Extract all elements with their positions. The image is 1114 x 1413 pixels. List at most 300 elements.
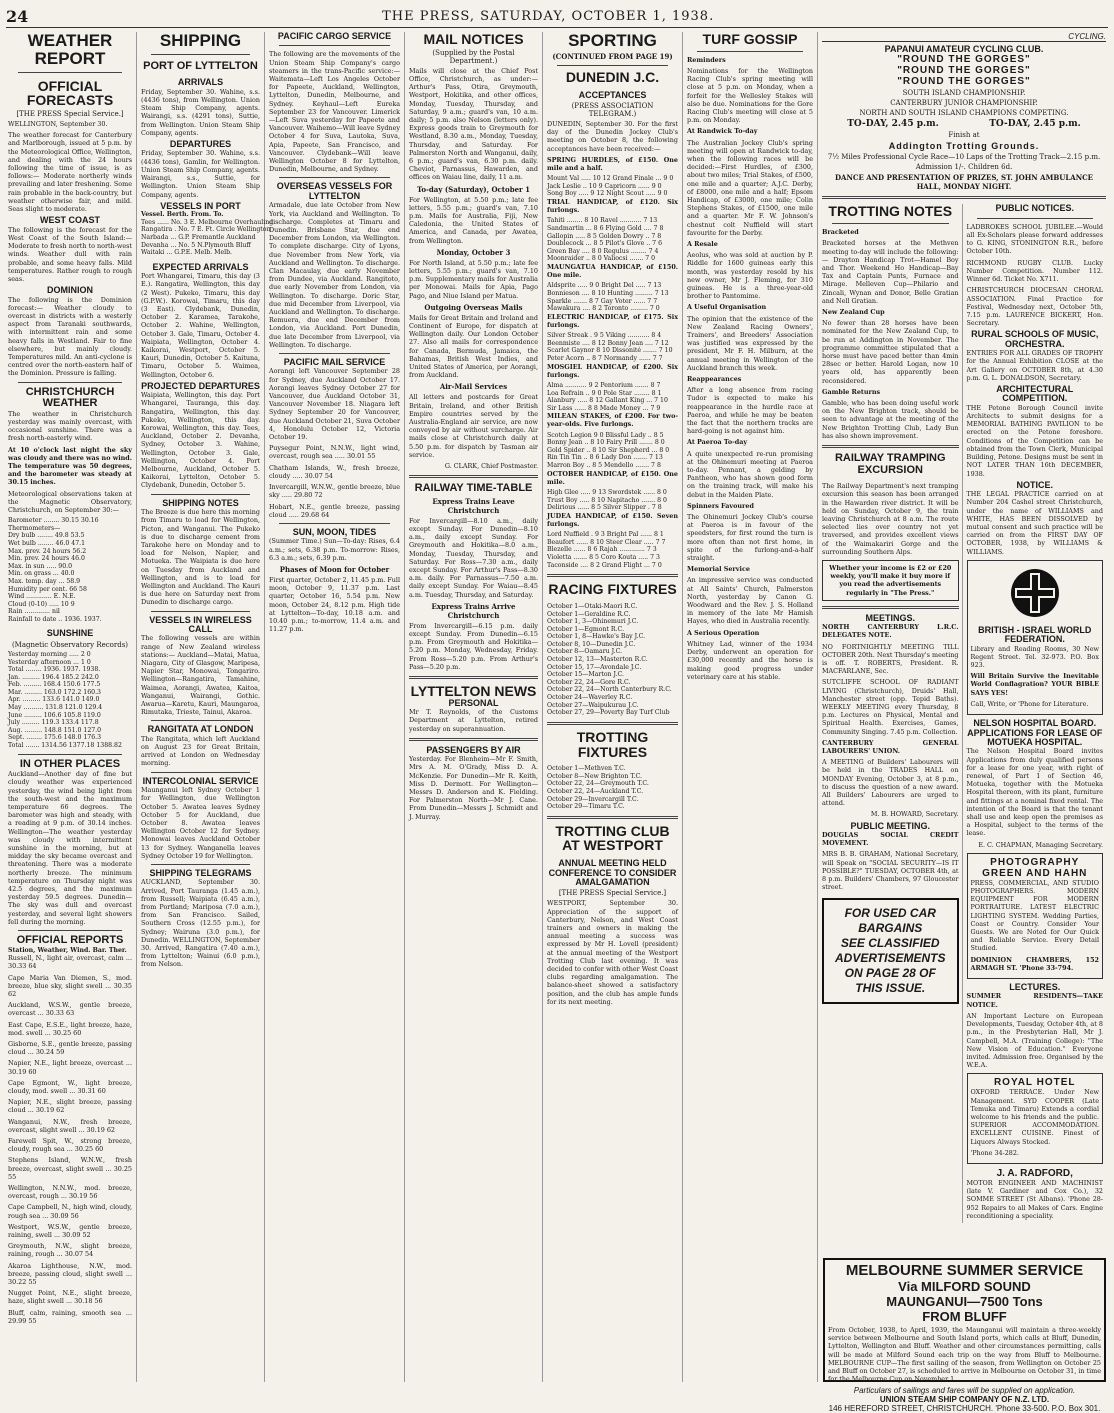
westport-text: WESTPORT, September 30. Appreciation of the support of Canterbury, Nelson, and West Coast trainers and owners in making the annual meeting a success was expressed by Mr H. Lovell (president) at the annual meeting of the Westport Trotting Club last evening. It was decided to confer with other West Coast clubs regarding amalgamation. The balance-sheet showed a satisfactory position, and the club has ample funds for its next meeting. — [547, 899, 678, 1006]
divider — [151, 611, 250, 612]
british-israel-emblem-icon — [1009, 567, 1061, 619]
race-title: MAUNGATUA HANDICAP, of £150. One mile. — [547, 262, 678, 280]
racing-fixtures-heading: RACING FIXTURES — [548, 581, 677, 598]
acceptance-row: Jack Leslie .. 10 9 Capricorn ...... 9 0 — [547, 182, 662, 190]
double-divider — [822, 196, 1106, 199]
divider — [18, 382, 122, 383]
divider — [151, 864, 250, 865]
used-car-line: THIS ISSUE. — [855, 980, 926, 995]
sunshine-row: Mar. ......... 163.0 172.2 160.3 — [8, 688, 101, 696]
station-report: Stephens Island, W.N.W., fresh breeze, overcast, slight swell ... 30.25 55 — [8, 1156, 132, 1181]
station-report: Cape Egmont, W., light breeze, cloudy, mod. swell ... 30.31 60 — [8, 1078, 132, 1096]
acceptance-row: Tahiti ........ 8 10 Ravel ........... 7 13 — [547, 217, 658, 225]
double-divider — [547, 816, 678, 819]
divider — [18, 72, 122, 73]
acceptances-heading: ACCEPTANCES — [578, 89, 647, 100]
meetings-heading: MEETINGS. — [865, 612, 915, 623]
station-report: Westport, W.S.W., gentle breeze, raining, swell ... 30.09 52 — [8, 1222, 132, 1240]
union-secretary: M. B. HOWARD, Secretary. — [870, 810, 959, 819]
expected-arrivals-text: Port Whangarei, Timaru, this day (3 E.). Rangatira, Wellington, this day (2 West). Pukeko, Timaru, this day (G.P.W.). Korowai, Timaru, this day (3 East). Clydebank, Dunedin, October 2. Karamea, Tarakohe, October 2. Wahine, Wellington, October 3. Gale, Timaru, October 4. Waipiata, Wellington, October 4. Kaikorai, Westport, October 5. Kauri, Dunedin, October 5. Kaituna, Timaru, October 5. Waimea, Wellington, October 6. — [141, 272, 260, 379]
acceptance-row: Blezelle ...... 8 6 Rajah ............. 7 3 — [547, 546, 657, 554]
event-time-left: TO-DAY, 2.45 p.m. — [847, 119, 939, 130]
newspaper-title: THE PRESS, SATURDAY, OCTOBER 1, 1938. — [382, 9, 715, 24]
melbourne-ad-origin: FROM BLUFF — [922, 1309, 1007, 1324]
ladbrokes-notice: LADBROKES SCHOOL JUBILEE.—Would all Ex-Scholars please forward addresses to G. KING, STONINGTON R.R., before October 10th. — [966, 222, 1103, 256]
station-report: Wellington, N.N.W., mod. breeze, overcast, rough ... 30.19 56 — [8, 1184, 132, 1201]
fixture-row: October 8, 10—Dunedin J.C. — [547, 640, 636, 648]
divider — [279, 177, 390, 178]
railway-arrivals-text: From Invercargill—6.15 p.m. daily except Sunday. From Dunedin—6.15 p.m. From Greymouth and Hokitika—5.20 p.m. Monday, Wednesday, Friday. From Ross—5.20 p.m. From Arthur's Pass—5.20 p.m. — [409, 621, 538, 671]
photography-advert — [967, 853, 1104, 979]
race-title: SPRING HURDLES, of £150. One mile and a half. — [547, 155, 678, 172]
official-forecasts-heading: OFFICIAL FORECASTS — [26, 77, 114, 109]
sunshine-row: Total ........ 1936. 1937. 1938. — [8, 666, 101, 674]
westport-heading: TROTTING CLUB AT WESTPORT — [555, 822, 670, 854]
fixture-row: October 8—New Brighton T.C. — [547, 772, 643, 780]
acceptance-row: Sandmartin ... 8 6 Flying Gold .... 7 8 — [547, 224, 664, 232]
fixture-row: October 22, 24—North Canterbury R.C. — [547, 686, 672, 694]
express-arrive-heading: Express Trains Arrive Christchurch — [431, 601, 516, 620]
rural-schools-heading: RURAL SCHOOLS OF MUSIC, ORCHESTRA. — [971, 329, 1099, 349]
pacific-mail-heading: PACIFIC MAIL SERVICE — [283, 357, 386, 368]
petone-notice: THE Petone Borough Council invite Architects to submit designs for a MEMORIAL BATHING PAVILION to be erected on the Petone foreshore. Conditions of the Competition can be obtained from the Town Clerk, Municipal Building, Petone. Designs must be sent in NOT LATER THAN 16th DECEMBER, 1938. — [966, 403, 1103, 478]
race-entry — [547, 512, 678, 569]
station-report: Gisborne, S.E., gentle breeze, passing cloud ... 30.24 59 — [8, 1040, 132, 1057]
race-title: TRIAL HANDICAP, of £120. Six furlongs. — [547, 197, 678, 215]
divider — [151, 772, 250, 773]
finish-label: Finish at — [948, 131, 980, 140]
melbourne-ad-route: Via MILFORD SOUND — [898, 1279, 1031, 1294]
sporting-heading: SPORTING — [568, 31, 657, 50]
divider — [151, 494, 250, 495]
professional-race-line: 7½ Miles Professional Cycle Race—10 Laps of the Trotting Track—2.15 p.m. — [827, 153, 1101, 162]
championship-line: SOUTH ISLAND CHAMPIONSHIP. — [902, 89, 1026, 98]
labourers-union-text: A MEETING of Builders' Labourers will be held in the TRADES HALL on MONDAY Evening, October 3, at 8 p.m., to discuss the question of a new award. All Builders' Labourers are urged to attend. — [822, 758, 959, 808]
weather-column — [4, 32, 137, 1382]
memorial-text: An impressive service was conducted at All Saints' Church, Palmerston North, yesterday by Canon G. Woodward and the Rev. J. S. Holland in memory of the late Mr Hamish Hayes, who died in Australia recently. — [687, 576, 813, 626]
useful-organisation-text: The opinion that the existence of the New Zealand Racing Owners', Trainers', and Breeders' Association was justified was expressed by the president, Mr F. H. Milburn, at the annual meeting in Wellington of the Auckland branch this week. — [687, 314, 813, 372]
event-time-right: TO-DAY, 2.45 p.m. — [989, 119, 1081, 130]
meteo-intro: Meteorological observations taken at the Magnetic Observatory, Christchurch, on September 30:— — [8, 489, 132, 514]
cargo-column — [265, 32, 405, 1382]
paeroa-text: A quite unexpected re-run promising at the Ohinemuri meeting at Paeroa to-day. Pennant, a gelding by Pantheon, who has shown good form on the training track, will make his debut in the Maiden Plate. — [687, 449, 813, 499]
rangitata-text: The Rangitata, which left Auckland on August 23 for Great Britain, arrived at London on Wednesday morning. — [141, 734, 260, 768]
acceptance-row: Moonraider .. 8 0 Valiocsi ....... 7 0 — [547, 255, 656, 263]
shipping-heading: SHIPPING — [159, 31, 242, 50]
sunshine-subheading: (Magnetic Observatory Records) — [11, 640, 129, 649]
observation-row: Rain ............. nil — [8, 608, 60, 616]
wind-report: Puysegur Point, N.N.W., light wind, overcast, rough sea ..... 30.01 55 — [269, 444, 400, 461]
mail-notices-subheading: (Supplied by the Postal Department.) — [432, 48, 515, 65]
westport-special-note: [THE PRESS Special Service.] — [558, 889, 667, 898]
acceptance-row: Bonny Jean .. 8 10 Fairy Prill ....... 8 0 — [547, 439, 665, 447]
bracketed-heading: Bracketed — [822, 228, 859, 237]
fixture-row: October 22, 24—Auckland T.C. — [547, 787, 644, 795]
station-report: Russell, N., light air, overcast, calm ... 30.33 64 — [8, 954, 132, 971]
bracketed-text: Bracketed horses at the Methven meeting to-day will include the following:— Drayton Handicap Trot—Hamel Boy and Thor. Weekend Ho Handicap—Bay Tax and Captain Punts, Furnace and Mirage. Melleven Cup—Philario and Zincali, Wynan and Donor, Belle Gratian and Nell Gratian. — [822, 239, 959, 305]
resale-heading: A Resale — [687, 239, 718, 248]
double-divider — [547, 574, 678, 577]
acceptance-row: Bonnieson .... 8 10 Hunting ......... 7 13 — [547, 289, 669, 297]
social-credit-text: MRS B. B. GRAHAM, National Secretary, will Speak on "SOCIAL SECURITY—IS IT POSSIBLE?" TUESDAY, OCTOBER 4th, at 8 p.m. Builders' Chambers, 97 Gloucester street. — [822, 850, 959, 892]
notices-two-column — [822, 204, 1106, 1223]
divider — [279, 523, 390, 524]
expected-arrivals-heading: EXPECTED ARRIVALS — [152, 261, 249, 272]
weather-report-heading: WEATHER REPORT — [27, 31, 113, 68]
outgoing-mails-heading: Outgoing Overseas Mails — [424, 302, 523, 312]
used-car-advert — [822, 898, 959, 1004]
double-divider — [547, 722, 678, 725]
station-report: Cape Maria Van Diemen, S., mod. breeze, blue sky, slight swell ... 30.35 62 — [8, 973, 132, 998]
railway-excursion-heading: RAILWAY TRAMPING EXCURSION — [834, 452, 946, 476]
memorial-heading: Memorial Service — [687, 565, 750, 574]
melbourne-ad-title: MELBOURNE SUMMER SERVICE — [845, 1262, 1084, 1279]
fixture-row: October 15, 17—Avondale J.C. — [547, 663, 642, 671]
royal-hotel-phone: 'Phone 34-282. — [970, 1148, 1019, 1157]
reappearances-text: After a long absence from racing Tudor is expected to make his reappearance in the hurdle race at Paeroa, and while he may be beaten the fact that the northern tracks are hard-going is not against him. — [687, 386, 813, 436]
double-divider — [822, 445, 959, 448]
station-report: Bluff, calm, raining, smooth sea ... 29.99 55 — [8, 1308, 132, 1325]
other-places-text: Auckland—Another day of fine but cloudy weather was experienced yesterday, the wind being light from the south-west and the maximum temperature 66 degrees. The barometer was high and steady, with a reading at 9 p.m. of 30.14 inches. Wellington—The weather yesterday was cloudy with intermittent sunshine in the morning, but at midday the sky became overcast and threatening. There was a moderate northerly breeze. The minimum temperature on Thursday night was 42.5 degrees, and the maximum yesterday 59.5 degrees. Dunedin—The sky was dull and overcast yesterday, and several light showers fell during the morning. — [8, 770, 132, 926]
randwick-heading: At Randwick To-day — [687, 127, 758, 136]
radford-heading: J. A. RADFORD, — [996, 1167, 1073, 1179]
melbourne-ad-text: From October, 1938, to April, 1939, the Maunganui will maintain a three-weekly service between Melbourne and South Island ports, which calls at Bluff, Dunedin, Lyttelton, Wellington and Bluff. Weather and other circumstances permitting, calls will be made at Milford Sound each trip on the way from Bluff to Melbourne. MELBOURNE CUP—The first sailing of the season, from Wellington on October 25 and Bluff on October 27, is scheduled to arrive in Melbourne on October 31, in time for the Melbourne Cup on November 1. — [828, 1326, 1101, 1384]
sunshine-row: May .......... 131.8 121.0 129.4 — [8, 704, 103, 712]
public-notices-heading: PUBLIC NOTICES. — [995, 203, 1074, 214]
turf-gossip-heading: TURF GOSSIP — [702, 31, 798, 47]
fixture-row: October 22, 24—Gore R.C. — [547, 678, 631, 686]
melbourne-ad-address: 146 HEREFORD STREET, CHRISTCHURCH. 'Phone 33-500. P.O. Box 301. — [828, 1404, 1101, 1413]
port-of-lyttelton-heading: PORT OF LYTTELTON — [143, 59, 258, 72]
sunshine-table — [8, 651, 132, 750]
nelson-hospital-text: The Nelson Hospital Board invites Applications from duly qualified persons for a lease for one year, with right of renewal, of Part 1 of Section 46, Motueka, together with the Motueka Hospital thereon, with its plant, furniture and fittings at a nominal fixed rental. The intention of the Board is that the tenant shall use and keep open the premises as a Hospital, subject to the terms of the lease. — [966, 747, 1103, 838]
legal-practice-notice: THE LEGAL PRACTICE carried on at Number 204 Cashel street Christchurch, under the name of WILLIAMS and WHITE, HAS BEEN DISSOLVED by mutual consent and such practice will be carried on from the FIRST DAY OF OCTOBER, 1938, by WILLIAMS & WILLIAMS. — [966, 490, 1103, 556]
observation-row: Wind ............. E. N.E. — [8, 593, 76, 601]
notices-right-subcolumn — [967, 204, 1107, 1223]
fixture-row: October 1, 8—Hawke's Bay J.C. — [547, 633, 646, 641]
royal-hotel-heading: ROYAL HOTEL — [993, 1077, 1076, 1089]
acceptance-row: Mount Val ..... 10 12 Grand Finale ... 9 0 — [547, 175, 674, 183]
acceptance-row: Scotch Legion 9 0 Blissful Lady .. 8 5 — [547, 431, 664, 439]
wind-report: Chatham Islands, W., fresh breeze, cloudy ..... 30.07 54 — [269, 463, 400, 480]
acceptance-row: Mawakura .... 8 2 Toronto ......... 7 0 — [547, 305, 660, 313]
trotting-notes-heading: TROTTING NOTES — [828, 203, 953, 220]
continued-note: (CONTINUED FROM PAGE 19) — [552, 51, 673, 61]
vessel-row: Tees ...... No. 3 E. Melbourne Overhauling — [141, 218, 274, 226]
fixture-row: October 1—Egmont R.C. — [547, 625, 625, 633]
sunshine-row: Total ....... 1314.56 1377.18 1388.82 — [8, 742, 122, 750]
notices-left-subcolumn — [822, 204, 963, 1223]
british-israel-call: Call, Write, or 'Phone for Literature. — [970, 699, 1089, 708]
used-car-line: ADVERTISEMENTS — [835, 950, 946, 965]
arrivals-heading: ARRIVALS — [177, 77, 224, 88]
photography-heading: PHOTOGRAPHY GREEN AND HAHN — [982, 856, 1088, 879]
fixture-row: October 29—Invercargill T.C. — [547, 795, 639, 803]
public-meeting-heading: PUBLIC MEETING. — [850, 820, 930, 831]
sunshine-row: Yesterday afternoon ... 1 0 — [8, 658, 91, 666]
acceptance-row: Lord Nuffield . 9 3 Bright Pal ...... 8 1 — [547, 531, 664, 539]
social-credit-notice: DOUGLAS SOCIAL CREDIT MOVEMENT. — [822, 831, 959, 848]
shipping-notes-heading: SHIPPING NOTES — [162, 497, 239, 508]
entries-notice: ENTRIES FOR ALL GRADES OF TROPHY for the Annual Exhibition CLOSE at the Art Gallery on OCTOBER 8th, at 4.30 p.m. G. L. DONALDSON, Secretary. — [966, 349, 1103, 382]
wind-report: Hobart, N.E., gentle breeze, passing cloud ..... 29.68 64 — [269, 502, 400, 519]
official-reports-heading: OFFICIAL REPORTS — [16, 934, 124, 947]
christchurch-weather-heading: CHRISTCHURCH WEATHER — [25, 385, 115, 410]
pacific-cargo-text: The following are the movements of the Union Steam Ship Company's cargo steamers in the trans-Pacific service:— Waitemata—Left Los Angeles October for Papeete, Auckland, Wellington, Lyttelton, Dunedin, Melbourne, and Sydney. Keyhaul—Left Eureka September 23 for Vancouver. Limerick—Left Suva yesterday for Papeete and Vancouver. Waihemo—Will leave Sydney October 4 for Suva, Lautoka, Suva, Apia, Papeete, San Francisco, and Vancouver. Clydebank—Will leave Wellington October 8 for Lyttelton, Dunedin, Melbourne, and Sydney. — [269, 50, 400, 174]
west-coast-heading: WEST COAST — [40, 215, 100, 226]
acceptance-row: Taconside .... 8 2 Grand Flight ... 7 0 — [547, 561, 662, 569]
acceptance-row: Alanbury ..... 8 12 Gallant King ... 7 10 — [547, 397, 668, 405]
nz-cup-text: No fewer than 28 horses have been nominated for the New Zealand Cup, to be run at Addington in November. The programme committee stipulated that a horse must have paced better than 4min 28sec or better. Harold Logan, now 10 years old, has apparently been reconsidered. — [822, 319, 959, 385]
north-canterbury-notice: NORTH CANTERBURY L.R.C. DELEGATES NOTE. — [822, 623, 959, 640]
used-car-line: FOR USED CAR — [844, 905, 936, 920]
acceptance-row: Song Boy ..... 9 12 Night Scout ..... 9 0 — [547, 190, 668, 198]
sunshine-row: Apr. ......... 133.6 141.0 149.0 — [8, 696, 100, 704]
randwick-text: The Australian Jockey Club's spring meeting will open at Randwick to-day, when the following races will be decided:—First Hurdles, of £300, about two miles; Trial Stakes, of £500, one mile and a quarter; A.J.C. Derby, of £8000, one mile and a half; Epsom Handicap, of £3000, one mile; Colin Stephens Stakes, of £1500, one mile and a quarter. Mr F. W. Johnson's chestnut colt Nuffield will start favourite for the Derby. — [687, 138, 813, 237]
vessels-in-port-table — [141, 211, 274, 257]
acceptance-row: Gold Spider .. 8 10 Sir Shepherd ... 8 0 — [547, 446, 670, 454]
station-report: Greymouth, N.W., slight breeze, raining, rough ... 30.07 54 — [8, 1242, 132, 1259]
lyttelton-news-heading: LYTTELTON NEWS — [410, 683, 537, 700]
architectural-heading: ARCHITECTURAL COMPETITION. — [996, 384, 1074, 404]
acceptance-row: Alma ........... 9 2 Pentorium ....... 8 7 — [547, 381, 661, 389]
christchurch-weather-text: The weather in Christchurch yesterday was mainly overcast, with occasional sunshine. There was a fresh north-easterly wind. — [8, 409, 132, 443]
fixture-row: October 22, 24—Greymouth T.C. — [547, 780, 649, 788]
divider — [279, 353, 390, 354]
divider — [697, 51, 803, 52]
sporting-column — [543, 32, 683, 1382]
venue-name: Addington Trotting Grounds. — [888, 141, 1040, 152]
observation-row: Barometer ........ 30.15 30.16 — [8, 517, 99, 525]
notice-heading: NOTICE. — [1016, 479, 1053, 490]
station-report: Napier, N.E., slight breeze, passing cloud ... 30.19 62 — [8, 1098, 132, 1115]
observation-row: Max. temp. day ... 58.9 — [8, 577, 81, 585]
observation-row: Rainfall to date .. 1936. 1937. — [8, 615, 102, 623]
acceptance-row: Delirious ...... 8 5 Silver Slipper . 7 8 — [547, 504, 662, 512]
wireless-call-heading: VESSELS IN WIRELESS CALL — [149, 614, 252, 634]
race-title: JUDEA HANDICAP, of £150. Seven furlongs. — [547, 511, 678, 529]
richmond-notice: RICHMOND RUGBY CLUB. Lucky Number Competition. Number 112. Winner 6d. Ticket No. X711. — [966, 258, 1103, 284]
sunshine-row: Jan. ......... 196.4 185.2 242.0 — [8, 673, 99, 681]
station-report: Auckland, W.S.W., gentle breeze, overcast ... 30.33 63 — [8, 1001, 132, 1018]
intercolonial-text: Maunganui left Sydney October 1 for Wellington, due Wellington October 5. Awatea leaves Sydney October 5 for Auckland, due October 8. Awatea leaves Wellington October 12 for Sydney. Monowai leaves Auckland October 13 for Sydney. Wanganella leaves Sydney October 19 for Wellington. — [141, 786, 260, 860]
acceptance-row: Doublecock ... 8 5 Pilot's Glove .. 7 6 — [547, 240, 663, 248]
fixture-row: October 24—Waverley R.C. — [547, 694, 633, 702]
monday-mail-text: For North Island, at 5.50 p.m.; late fee letters, 5.55 p.m.; guard's van, 7.10 p.m. Supplementary mails for Australia per Monowai. Mails for Apia, Pago Pago, and Niue Island per Matua. — [409, 258, 538, 300]
observation-row: Cloud (0-10) ..... 10 9 — [8, 600, 75, 608]
photography-address: DOMINION CHAMBERS, 152 ARMAGH ST. 'Phone 33-794. — [970, 955, 1099, 972]
station-report: East Cape, E.S.E., light breeze, haze, mod. swell ... 30.25 60 — [8, 1020, 132, 1037]
race-entry — [547, 263, 678, 313]
intercolonial-heading: INTERCOLONIAL SERVICE — [142, 775, 259, 786]
double-divider — [409, 676, 538, 679]
championship-line: NORTH AND SOUTH ISLAND CHAMPIONS COMPETING. — [859, 109, 1069, 118]
railway-timetable-heading: RAILWAY TIME-TABLE — [414, 482, 533, 495]
race-entry — [547, 198, 678, 263]
station-report: Cape Campbell, N., high wind, cloudy, rough sea ... 30.09 56 — [8, 1203, 132, 1220]
cycling-section-label: CYCLING. — [822, 32, 1106, 42]
spinners-text: The Ohinemuri Jockey Club's course at Paeroa is in favour of the speedsters, for first round the turn is more often than not first home, in spite of the furlong-and-a-half straight. — [687, 513, 813, 563]
rangitata-heading: RANGITATA AT LONDON — [147, 724, 254, 735]
westport-conference-subheading: CONFERENCE TO CONSIDER AMALGAMATION — [548, 867, 677, 887]
divider — [151, 720, 250, 721]
acceptance-row: Violetta ....... 8 5 Coro Kouta ..... 7 3 — [547, 554, 660, 562]
acceptance-row: Beaufort ...... 8 10 Steer Clear ..... 7 7 — [547, 538, 666, 546]
mail-notices-text: Mails will close at the Chief Post Office, Christchurch, as under:— Arthur's Pass, Otira, Greymouth, Westport, Hokitika, and other offices, Monday, Tuesday, Thursday, and Saturday, 9 a.m.; guard's van, 10 a.m. daily; 5 p.m. also Nelson (letters only). Express goods train to Greymouth for Westland, 8.30 a.m., Monday, Tuesday, Thursday, and Saturday. For Palmerston North and Wanganui, daily, 6 p.m.; guard's van, 6.30 p.m. daily. Cheviot, Parnassus, Hawarden, and offices on Waiau line, daily, 11 a.m. — [409, 66, 538, 182]
monday-mail-heading: Monday, October 3 — [436, 247, 511, 257]
divider — [279, 45, 390, 46]
sunshine-row: June ......... 106.6 105.8 119.0 — [8, 711, 101, 719]
passengers-text: Yesterday. For Blenheim—Mr F. Smith, Mrs A. M. O'Grady, Miss D. A. McKenzie. For Dunedin—Mr R. Keith, Miss D. Dermott. For Wellington—Messrs D. Anderson and K. Fielding. For Palmerston North—Mr J. Cane. From Dunedin—Messrs J. Schmidt and J. Murray. — [409, 755, 538, 821]
race-entry — [547, 156, 678, 198]
press-association-note: (PRESS ASSOCIATION TELEGRAM.) — [571, 101, 654, 118]
fixture-row: October 29—Timaru T.C. — [547, 803, 625, 811]
british-israel-question: Will Britain Survive the Inevitable World Conflagration? YOUR BIBLE SAYS YES! — [970, 672, 1099, 697]
fixture-row: October 27, 29—Poverty Bay Turf Club — [547, 709, 670, 717]
vessel-row: Narbada ... G.P. Fremantle Auckland — [141, 233, 256, 241]
airmail-text: All letters and postcards for Great Britain, Ireland, and other British Empire countries served by the Australia-England air service, are now conveyed by air without surcharge. Air mails close at Christchurch daily at 5.50 p.m. for dispatch by Tasman air service. — [409, 393, 538, 459]
observation-row: Wet bulb ........ 46.0 47.1 — [8, 539, 86, 547]
round-the-gorges: "ROUND THE GORGES" — [897, 54, 1031, 66]
wind-report: Invercargill, W.N.W., gentle breeze, blue sky ..... 29.80 72 — [269, 483, 400, 500]
moon-phases-heading: Phases of Moon for October — [279, 564, 390, 574]
lyttelton-personal-text: Mr T. Reynolds, of the Customs Department at Lyttelton, retired yesterday on superannuation. — [409, 708, 538, 733]
pacific-mail-text: Aorangi left Vancouver September 28 for Sydney, due Auckland October 17. Aorangi leaves Sydney October 27 for Vancouver, due Auckland October 31, Vancouver November 18. Niagara left Sydney September 20 for Vancouver, due Auckland October 21, Suva October 4, Honolulu October 12, Victoria October 19. — [269, 367, 400, 442]
melbourne-ad-particulars: Particulars of sailings and fares will be supplied on application. — [853, 1386, 1076, 1396]
shipping-telegrams-text: AUCKLAND, September 30. Arrived, Port Tauranga (1.45 a.m.), from Russell; Waipiata (6.45 a.m.), from Portland; Mariposa (7.0 a.m.), from San Francisco. Sailed, Southern Cross (12.55 p.m.), for Sydney; Wairuna (3.0 p.m.), for Dunedin. WELLINGTON, September 30. Arrived, Rangatira (7.40 a.m.), from Lyttelton; Wainui (6.0 p.m.), from Nelson. — [141, 878, 260, 969]
acceptances-intro: DUNEDIN, September 30. For the first day of the Dunedin Jockey Club's meeting on October 8, the following acceptances have been received:— — [547, 119, 678, 153]
sunshine-row: July ......... 119.3 133.4 117.8 — [8, 719, 99, 727]
british-israel-address: Library and Reading Rooms, 30 New Regent Street. Tel. 32-973. P.O. Box 923. — [970, 644, 1099, 670]
outgoing-mails-text: Mails for Great Britain and Ireland and Continent of Europe, for dispatch at Wellington daily. Our London October 27. Also all mails for correspondence for Canada, Bermuda, Jamaica, the Bahamas, British West Indies, and United States of America, per Aorangi, from Auckland. — [409, 313, 538, 380]
nelson-hospital-heading: NELSON HOSPITAL BOARD. APPLICATIONS FOR LEASE OF MOTUEKA HOSPITAL. — [967, 718, 1103, 747]
sun-moon-tides-heading: SUN, MOON, TIDES — [292, 526, 377, 537]
dominion-text: The following is the Dominion forecast:— Weather cloudy to overcast in districts with a westerly aspect from Taranaki southwards, with intermittent rain and some heavy falls in Westland. Fair to fine elsewhere, but mainly cloudy. Temperatures mild. An anti-cyclone is centred over the north-eastern half of the Dominion. Pressure is falling. — [8, 295, 132, 378]
gamble-returns-heading: Gamble Returns — [822, 387, 881, 396]
acceptance-row: Beenmiste .... 8 12 Bonny Jean .... 7 12 — [547, 339, 669, 347]
acceptance-row: Marron Boy .. 8 5 Mendello ....... 7 8 — [547, 462, 661, 470]
paeroa-heading: At Paeroa To-day — [687, 438, 748, 447]
royal-hotel-text: OXFORD TERRACE. Under New Management. SYD COOPER (Late Temuka and Timaru) Extends a cordial welcome to his friends and the public. SUPERIOR ACCOMMODATION. EXCELLENT CUISINE. Finest of Liquors Always Stocked. — [970, 1088, 1099, 1146]
observation-row: Thermometers— — [8, 524, 61, 532]
observation-row: Min. on grass ... 40.0 — [8, 570, 75, 578]
station-report: Akaroa Lighthouse, N.W., mod. breeze, passing cloud, slight swell ... 30.22 55 — [8, 1261, 132, 1287]
acceptance-row: Trust Boy ..... 8 10 Napitacho ....... 8 0 — [547, 496, 667, 504]
overseas-vessels-heading: OVERSEAS VESSELS FOR LYTTELTON — [276, 181, 393, 201]
summer-residents-heading: SUMMER RESIDENTS—TAKE NOTICE. — [966, 992, 1103, 1009]
race-entry — [547, 313, 678, 363]
dance-line: DANCE AND PRESENTATION OF PRIZES, ST. JOHN AMBULANCE HALL, MONDAY NIGHT. — [834, 173, 1093, 192]
railway-excursion-text: The Railway Department's next tramping excursion this season has been arranged in the Hawarden river district. It will be held on Sunday, October 9, the train leaving Christchurch at 8 a.m. The route selected lies over country not yet traversed, and provides excellent views of the Waimakariri Gorge and the surrounding Southern Alps. — [822, 482, 959, 556]
melbourne-ad-company: UNION STEAM SHIP COMPANY OF N.Z. LTD. — [879, 1395, 1050, 1405]
today-mail-heading: To-day (Saturday), October 1 — [416, 184, 531, 194]
diocesan-notice: CHRISTCHURCH DIOCESAN CHORAL ASSOCIATION. Final Practice for Festival, Wednesday next, October 5th, 7.15 p.m. LAURENCE BICKERT, Hon. Secretary. — [966, 286, 1103, 328]
observation-row: Dry bulb ........ 49.8 53.5 — [8, 532, 85, 540]
labourers-union-notice: CANTERBURY GENERAL LABOURERS' UNION. — [822, 738, 959, 756]
round-the-gorges: "ROUND THE GORGES" — [897, 76, 1031, 88]
page-number: 24 — [6, 7, 29, 26]
vessel-row: Waitaki ... G.P.E. Melb. Melb. — [141, 249, 233, 257]
projected-departures-text: Waipiata, Wellington, this day. Port Whangarei, Tauranga, this day. Rangatira, Wellington, this day. Pukeko, Wellington, this day. Korowai, Wellington, this day. Tees, Auckland, October 2. Devanha, Sydney, October 3. Wahine, Wellington, October 3. Gale, Wellington, October 4. Port Melbourne, Auckland, October 5. Kaikorai, Lyttelton, October 5. Clydebank, Dunedin, October 5. — [141, 391, 260, 490]
weather-dateline: WELLINGTON, September 30. — [8, 120, 108, 129]
used-car-line: ON PAGE 28 OF — [844, 965, 936, 980]
passengers-by-air-heading: PASSENGERS BY AIR — [426, 744, 521, 755]
fixture-row: October 1, 3—Ohinemuri J.C. — [547, 618, 639, 626]
divider — [557, 65, 668, 66]
other-places-heading: IN OTHER PLACES — [19, 757, 121, 770]
reappearances-heading: Reappearances — [687, 375, 742, 383]
observation-row: Humidity per cent. 66 58 — [8, 585, 87, 593]
station-report: Wanganui, N.W., fresh breeze, overcast, slight swell ... 30.19 62 — [8, 1117, 132, 1134]
turf-column — [683, 32, 818, 1382]
acceptance-row: Aldsprite ..... 9 0 Bright Del ..... 7 13 — [547, 282, 662, 290]
vessels-in-port-heading: VESSELS IN PORT — [160, 200, 241, 211]
vessels-table-header: Vessel. Berth. From. To. — [141, 211, 224, 219]
race-entry — [547, 470, 678, 512]
used-car-line: BARGAINS — [858, 920, 923, 935]
airmail-heading: Air-Mail Services — [439, 382, 508, 392]
fixture-row: October 8—Oamaru J.C. — [547, 648, 623, 656]
north-canterbury-text: NO FORTNIGHTLY MEETING TILL OCTOBER 20th. Next Thursday's meeting is off. T. ROBERTS, President. R. MACFARLANE, Sec. — [822, 642, 959, 676]
spinners-heading: Spinners Favoured — [687, 501, 754, 510]
observation-row: Max. prev. 24 hours 56.2 — [8, 547, 87, 555]
departures-text: Friday, September 30. Wahine, s.s. (4436 tons), Gamlin, for Wellington. Union Steam Ship Company, agents. Wairangi, s.s., Suttie, for Wellington. Union Steam Ship Company, agents. — [141, 149, 260, 199]
fixture-row: October 15—Marton J.C. — [547, 671, 624, 679]
shipping-notes-text: The Breeze is due here this morning from Timaru to load for Wellington, Picton, and Wanganui. The Pukeko is due to discharge cement from Tarakohe here on Monday and to load for Nelson, Napier, and Motueka. The Waipiata is due here on Tuesday from Auckland and Wellington, and is to load for Wellington and Auckland. The Kauri is due here on Saturday next from Dunedin to discharge cargo. — [141, 508, 260, 607]
fixture-row: October 1—Otaki-Maori R.C. — [547, 602, 638, 610]
observation-row: Max. in sun ..... 90.0 — [8, 562, 73, 570]
acceptance-row: Peter Acorn .. 8 7 Normandy ...... 7 7 — [547, 354, 663, 362]
special-service-note: [THE PRESS Special Service.] — [16, 110, 124, 119]
nz-cup-heading: New Zealand Cup — [822, 307, 885, 316]
vessel-row: Devanha ... No. 5 N.Plymouth Bluff — [141, 241, 251, 249]
west-coast-text: The following is the forecast for the West Coast of the South Island:— Moderate to fresh north to north-west winds. Weather dull with rain probable, and some heavy falls. Mild temperatures. Rather rough to rough seas. — [8, 225, 132, 283]
station-report: Farewell Spit, W., strong breeze, cloudy, rough sea ... 30.25 60 — [8, 1137, 132, 1154]
divider — [18, 754, 122, 755]
masthead — [6, 6, 1108, 28]
acceptance-row: High Glee ..... 9 13 Swordstek ...... 8 0 — [547, 489, 667, 497]
sun-times-text: (Summer Time.) Sun—To-day: Rises, 6.4 a.m.; sets, 6.38 p.m. To-morrow: Rises, 6.3 a.m.; sets, 6.39 p.m. — [269, 537, 400, 562]
acceptance-row: Loa Refrain .. 9 0 Pole Star ........ 8 1 — [547, 389, 662, 397]
trotting-fixtures-heading: TROTTING FIXTURES — [576, 728, 649, 760]
divider — [18, 930, 122, 931]
observations-table — [8, 517, 132, 623]
acceptance-row: Gallopin ..... 8 5 Golden Dowry .. 7 8 — [547, 232, 662, 240]
sutcliffe-school-notice: SUTCLIFFE SCHOOL OF RADIANT LIVING (Christchurch), Druids' Hall, Manchester street (opp. Tepid Baths). WEEKLY MEETING every Thursday, 8 p.m. Lectures on Physical, Mental and Spiritual Health. Exercises, Games, Community Singing. 7.45 p.m. Collection. — [822, 678, 959, 736]
station-report: Napier, N.E., light breeze, overcast ... 30.19 60 — [8, 1059, 132, 1076]
lectures-heading: LECTURES. — [1009, 982, 1061, 993]
westport-subheading: ANNUAL MEETING HELD — [558, 858, 667, 869]
overseas-vessels-text: Armadale, due late October from New York, via Auckland and Wellington. To discharge. Completes at Timaru and Dunedin. Brisbane Star, due end December from London, via Wellington. To complete discharge. City of Lyons, due November from New York, via Auckland and Wellington. To discharge. Clan Macaulay, due early November from Dundee, via Auckland. Rangitoto, due early November from London, via Wellington. To discharge. Doric Star, due mid December from Liverpool, via Auckland and Wellington. To discharge. Remuera, due end December from London, via Auckland. Port Dunedin, due late December from Liverpool, via Wellington. To discharge. — [269, 201, 400, 349]
british-israel-heading: BRITISH - ISRAEL WORLD FEDERATION. — [978, 624, 1092, 645]
acceptance-row: Silver Streak . 9 5 Viking ........... 8 4 — [547, 332, 662, 340]
fixture-row: October 1—Methven T.C. — [547, 765, 626, 773]
postmaster-signature: G. CLARK, Chief Postmaster. — [444, 462, 538, 471]
trotting-fixtures-list — [547, 765, 678, 811]
race-title: MILEAN STAKES, of £200. For two-year-olds. Five furlongs. — [547, 412, 678, 429]
race-entry — [547, 363, 678, 413]
royal-hotel-advert — [967, 1073, 1104, 1164]
photography-text: PRESS, COMMERCIAL, AND STUDIO PHOTOGRAPHERS. MODERN EQUIPMENT FOR MODERN PORTRAITURE. LATEST ELECTRIC LIGHTING SYSTEM. Wedding Parties, Coast or Country. Consider Your Guests. We are Noted for Our Quick and Reliable Service. Every Detail Studied. — [970, 878, 1099, 953]
race-title: MOSGIEL HANDICAP, of £200. Six furlongs. — [547, 362, 678, 379]
mail-notices-heading: MAIL NOTICES — [423, 31, 524, 47]
today-mail-text: For Wellington, at 5.50 p.m.; late fee letters, 5.55 p.m.; guard's van, 7.10 p.m. Mails for Australia, Fiji, New Caledonia, the United States of America, and Canada, per Awatea, from Wellington. — [409, 195, 538, 245]
acceptance-row: Rin Tin Tin .. 8 6 Lady Don ....... 7 13 — [547, 454, 663, 462]
admission-line: Admission 1/-. Children 6d. — [915, 163, 1013, 172]
reminders-text: Nominations for the Wellington Racing Club's spring meeting will close at 5 p.m. on Monday, when a forfeit for the Wellesley Stakes will also be due. Nominations for the Gore Racing Club's meeting will close at 5 p.m. on Monday. — [687, 66, 813, 125]
serious-operation-heading: A Serious Operation — [687, 628, 760, 637]
divider — [151, 54, 250, 55]
